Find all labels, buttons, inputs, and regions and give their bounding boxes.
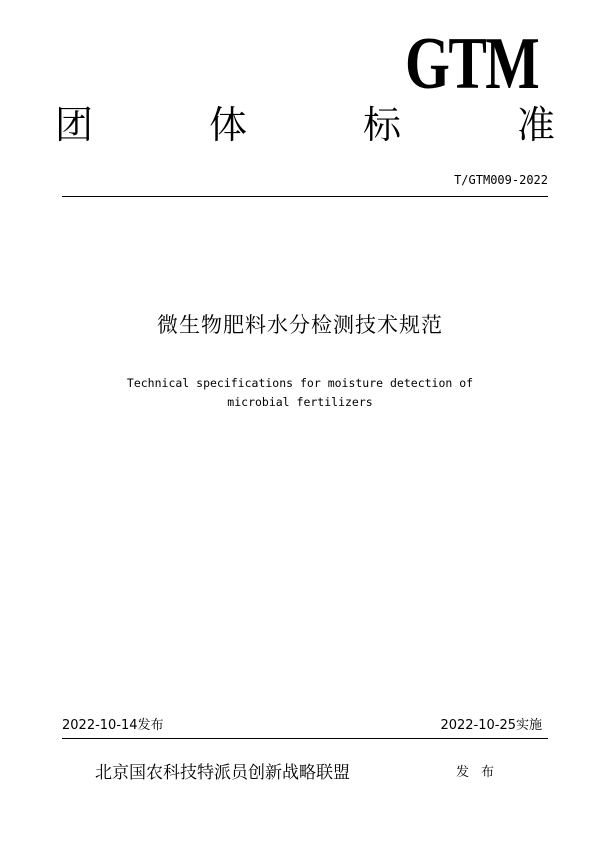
- bottom-divider: [62, 738, 548, 739]
- implementation-date: 2022-10-25实施: [440, 718, 542, 733]
- gtm-logo: GTM: [405, 23, 539, 105]
- english-title-line: Technical specifications for moisture detection of: [126, 376, 474, 390]
- issue-date: 2022-10-14发布: [62, 718, 164, 733]
- standard-number: T/GTM009-2022: [454, 173, 548, 187]
- document-title-chinese: 微生物肥料水分检测技术规范: [157, 313, 443, 337]
- english-title-line: microbial fertilizers: [227, 395, 373, 409]
- top-divider: [62, 196, 548, 197]
- standard-type-char: 体: [208, 103, 247, 147]
- standard-type-heading: [55, 100, 555, 150]
- standard-type-char: 准: [516, 103, 555, 147]
- issue-label: 发布: [456, 765, 507, 780]
- document-title-english: [100, 374, 500, 412]
- standard-type-char: 团: [55, 103, 94, 147]
- issuing-organization: 北京国农科技特派员创新战略联盟: [95, 763, 350, 783]
- standard-type-char: 标: [362, 103, 401, 147]
